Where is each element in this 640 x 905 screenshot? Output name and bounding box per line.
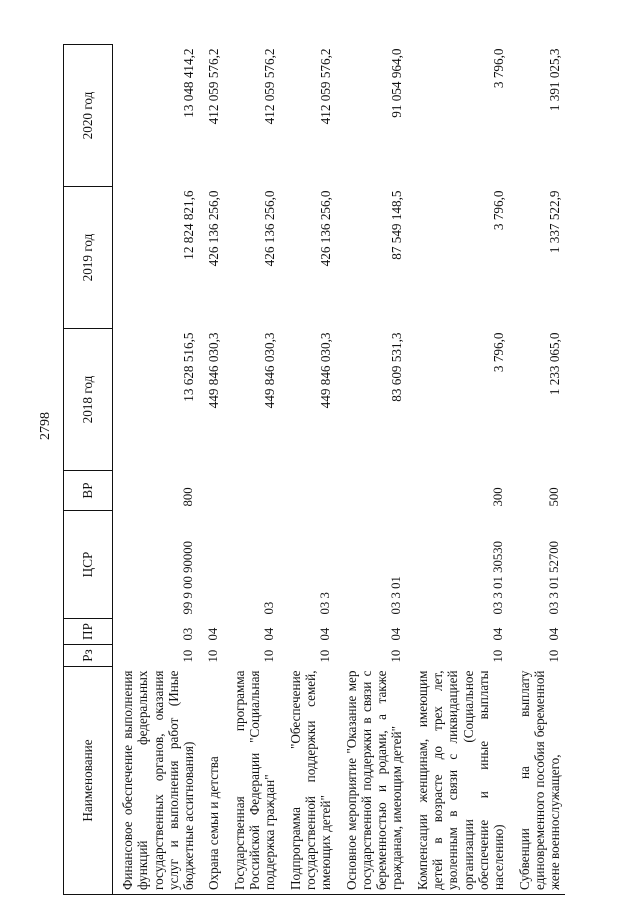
row-2020: 13 048 414,2 — [181, 48, 197, 118]
row-vr — [199, 471, 224, 511]
row-2020: 91 054 964,0 — [389, 48, 405, 118]
row-csr: 03 3 01 — [389, 576, 404, 615]
row-2018: 3 796,0 — [491, 332, 507, 373]
row-vr: 300 — [491, 487, 506, 507]
row-pr: 03 — [181, 627, 196, 641]
header-2019: 2019 год — [64, 187, 113, 329]
row-2019: 426 136 256,0 — [206, 190, 222, 267]
row-pr: 04 — [262, 627, 277, 641]
row-rz: 10 — [262, 649, 277, 663]
row-2019: 87 549 148,5 — [389, 190, 405, 260]
table-row — [337, 45, 408, 895]
row-2018: 449 846 030,3 — [318, 332, 334, 409]
row-2019: 426 136 256,0 — [318, 190, 334, 267]
row-2018: 449 846 030,3 — [206, 332, 222, 409]
header-rz: Рз — [64, 645, 113, 667]
row-csr: 03 3 01 52700 — [547, 540, 562, 615]
row-name: Финансовое обеспечение выполнения функций федеральных государственных органов, оказания услуг и выполнения работ (Иные бюджетные ассигнования) — [113, 667, 200, 895]
row-vr — [337, 471, 408, 511]
row-name: Субвенции на выплату единовременного пособия беременной жене военнослужащего, — [510, 667, 566, 895]
row-pr: 04 — [318, 627, 333, 641]
row-vr: 800 — [181, 487, 196, 507]
row-2019: 12 824 821,6 — [181, 190, 197, 260]
row-rz: 10 — [181, 649, 196, 663]
table-row — [225, 45, 281, 895]
row-2018: 1 233 065,0 — [547, 332, 563, 396]
row-name: Государственная программа Российской Федерации "Социальная поддержка граждан" — [225, 667, 281, 895]
row-rz: 10 — [389, 649, 404, 663]
row-name: Охрана семьи и детства — [199, 667, 224, 895]
row-2019: 1 337 522,9 — [547, 190, 563, 254]
row-name: Основное мероприятие "Оказание мер государственной поддержки в связи с беременностью и родами, а также гражданам, имеющим детей" — [337, 667, 408, 895]
header-2020: 2020 год — [64, 45, 113, 187]
row-csr: 03 3 — [318, 592, 333, 615]
row-pr: 04 — [547, 627, 562, 641]
row-2019: 426 136 256,0 — [262, 190, 278, 267]
row-vr — [281, 471, 337, 511]
table-row — [113, 45, 200, 895]
header-pr: ПР — [64, 619, 113, 645]
row-vr: 500 — [547, 487, 562, 507]
table-row — [199, 45, 224, 895]
row-csr: 03 3 01 30530 — [491, 540, 506, 615]
row-name: Компенсации женщинам, имеющим детей в возрасте до трех лет, уволенным в связи с ликвидацией организации (Социальное обеспечение и иные выплаты населению) — [408, 667, 510, 895]
table-row — [510, 45, 566, 895]
table-header — [64, 45, 113, 895]
row-rz: 10 — [547, 649, 562, 663]
row-2018: 13 628 516,5 — [181, 332, 197, 402]
row-2020: 412 059 576,2 — [318, 48, 334, 125]
row-2018: 83 609 531,3 — [389, 332, 405, 402]
row-csr: 99 9 00 90000 — [181, 540, 196, 615]
page-number: 2798 — [38, 412, 53, 440]
header-csr: ЦСР — [64, 511, 113, 619]
row-2020: 412 059 576,2 — [262, 48, 278, 125]
row-2019: 3 796,0 — [491, 190, 507, 231]
header-name: Наименование — [64, 667, 113, 895]
row-csr — [199, 511, 224, 619]
row-2020: 3 796,0 — [491, 48, 507, 89]
row-rz: 10 — [206, 649, 221, 663]
row-vr — [225, 471, 281, 511]
row-pr: 04 — [491, 627, 506, 641]
budget-table — [63, 44, 565, 895]
row-rz: 10 — [318, 649, 333, 663]
table-row — [408, 45, 510, 895]
header-2018: 2018 год — [64, 329, 113, 471]
row-rz: 10 — [491, 649, 506, 663]
row-pr: 04 — [389, 627, 404, 641]
header-vr: ВР — [64, 471, 113, 511]
row-name: Подпрограмма "Обеспечение государственной поддержки семей, имеющих детей" — [281, 667, 337, 895]
rotated-page-content — [63, 45, 615, 895]
row-2018: 449 846 030,3 — [262, 332, 278, 409]
row-2020: 412 059 576,2 — [206, 48, 222, 125]
row-csr: 03 — [262, 601, 277, 615]
row-pr: 04 — [206, 627, 221, 641]
table-row — [281, 45, 337, 895]
row-2020: 1 391 025,3 — [547, 48, 563, 112]
